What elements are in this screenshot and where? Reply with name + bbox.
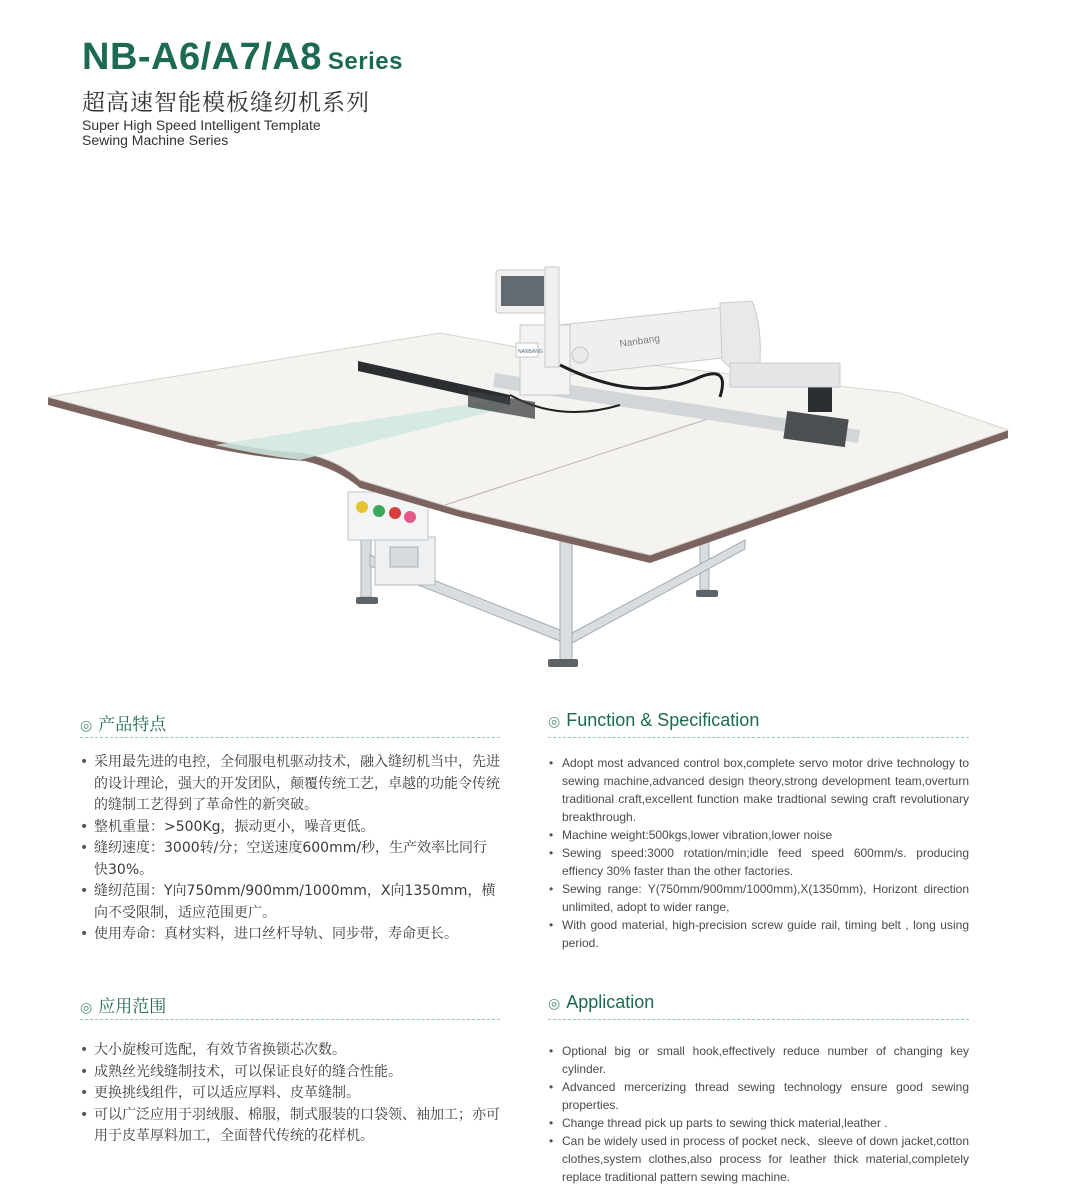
divider <box>548 737 969 738</box>
application-cn-heading: 应用范围 <box>98 997 167 1017</box>
list-item: • 成熟丝光线缝制技术，可以保证良好的缝合性能。 <box>80 1062 500 1084</box>
model-name: NB-A6/A7/A8 <box>82 36 322 78</box>
list-item: • Sewing range: Y(750mm/900mm/1000mm),X(1350mm), Horizont direction unlimited, adopt to wider range, <box>549 880 969 916</box>
list-item: • Adopt most advanced control box,complete servo motor drive technology to sewing machine,advanced design theory,strong development team,overturn traditional craft,excellent function make tradtional sewing craft revolutionary breakthrough. <box>549 754 969 826</box>
circle-bullet-icon: ◎ <box>80 718 93 734</box>
section-heading-application-cn <box>80 992 166 1017</box>
list-item: • Sewing speed:3000 rotation/min;idle feed speed 600mm/s. producing effiency 30% faster than the other factories. <box>549 844 969 880</box>
list-item: • 可以广泛应用于羽绒服、棉服，制式服装的口袋领、袖加工；亦可用于皮革厚料加工，全面替代传统的花样机。 <box>80 1105 500 1148</box>
application-cn-list <box>80 1040 500 1148</box>
list-item: • 采用最先进的电控，全伺服电机驱动技术，融入缝纫机当中，先进的设计理论，强大的开发团队，颠覆传统工艺，卓越的功能令传统的缝制工艺得到了革命性的新突破。 <box>80 752 500 817</box>
brand-label: Nanbang <box>618 333 661 350</box>
application-en-list <box>549 1042 969 1186</box>
section-heading-features-en <box>548 710 759 731</box>
list-item: • Can be widely used in process of pocket neck、sleeve of down jacket,cotton clothes,system clothes,also process for leather thick material,completely replace traditional pattern sewing machine. <box>549 1132 969 1186</box>
english-subtitle <box>82 118 321 148</box>
sewing-machine-image <box>40 255 1030 685</box>
list-item: • Advanced mercerizing thread sewing technology ensure good sewing properties. <box>549 1078 969 1114</box>
list-item: • 缝纫范围：Y向750mm/900mm/1000mm，X向1350mm，横向不受限制，适应范围更广。 <box>80 881 500 924</box>
list-item: • 整机重量：>500Kg，振动更小，噪音更低。 <box>80 817 500 839</box>
chinese-subtitle: 超高速智能模板缝纫机系列 <box>82 90 370 116</box>
divider <box>80 737 500 738</box>
circle-bullet-icon: ◎ <box>548 714 561 730</box>
list-item: • Change thread pick up parts to sewing thick material,leather . <box>549 1114 969 1132</box>
features-cn-list <box>80 752 500 946</box>
list-item: • 大小旋梭可选配，有效节省换锁芯次数。 <box>80 1040 500 1062</box>
list-item: • 缝纫速度：3000转/分；空送速度600mm/秒，生产效率比同行快30%。 <box>80 838 500 881</box>
features-en-list <box>549 754 969 952</box>
english-subtitle-line2: Sewing Machine Series <box>82 132 229 148</box>
divider <box>548 1019 969 1020</box>
list-item: • 使用寿命：真材实料，进口丝杆导轨、同步带，寿命更长。 <box>80 924 500 946</box>
circle-bullet-icon: ◎ <box>80 1000 93 1016</box>
page-title <box>82 36 403 79</box>
divider <box>80 1019 500 1020</box>
circle-bullet-icon: ◎ <box>548 996 561 1012</box>
features-cn-heading: 产品特点 <box>98 715 167 735</box>
section-heading-application-en <box>548 992 654 1013</box>
list-item: • Optional big or small hook,effectively reduce number of changing key cylinder. <box>549 1042 969 1078</box>
list-item: • 更换挑线组件，可以适应厚料、皮革缝制。 <box>80 1083 500 1105</box>
series-word: Series <box>327 48 403 75</box>
section-heading-features-cn <box>80 710 166 735</box>
list-item: • Machine weight:500kgs,lower vibration,lower noise <box>549 826 969 844</box>
application-en-heading: Application <box>566 992 655 1012</box>
head-label: NANBANG <box>518 349 543 355</box>
list-item: • With good material, high-precision screw guide rail, timing belt , long using period. <box>549 916 969 952</box>
english-subtitle-line1: Super High Speed Intelligent Template <box>82 117 321 133</box>
features-en-heading: Function & Specification <box>566 710 760 730</box>
